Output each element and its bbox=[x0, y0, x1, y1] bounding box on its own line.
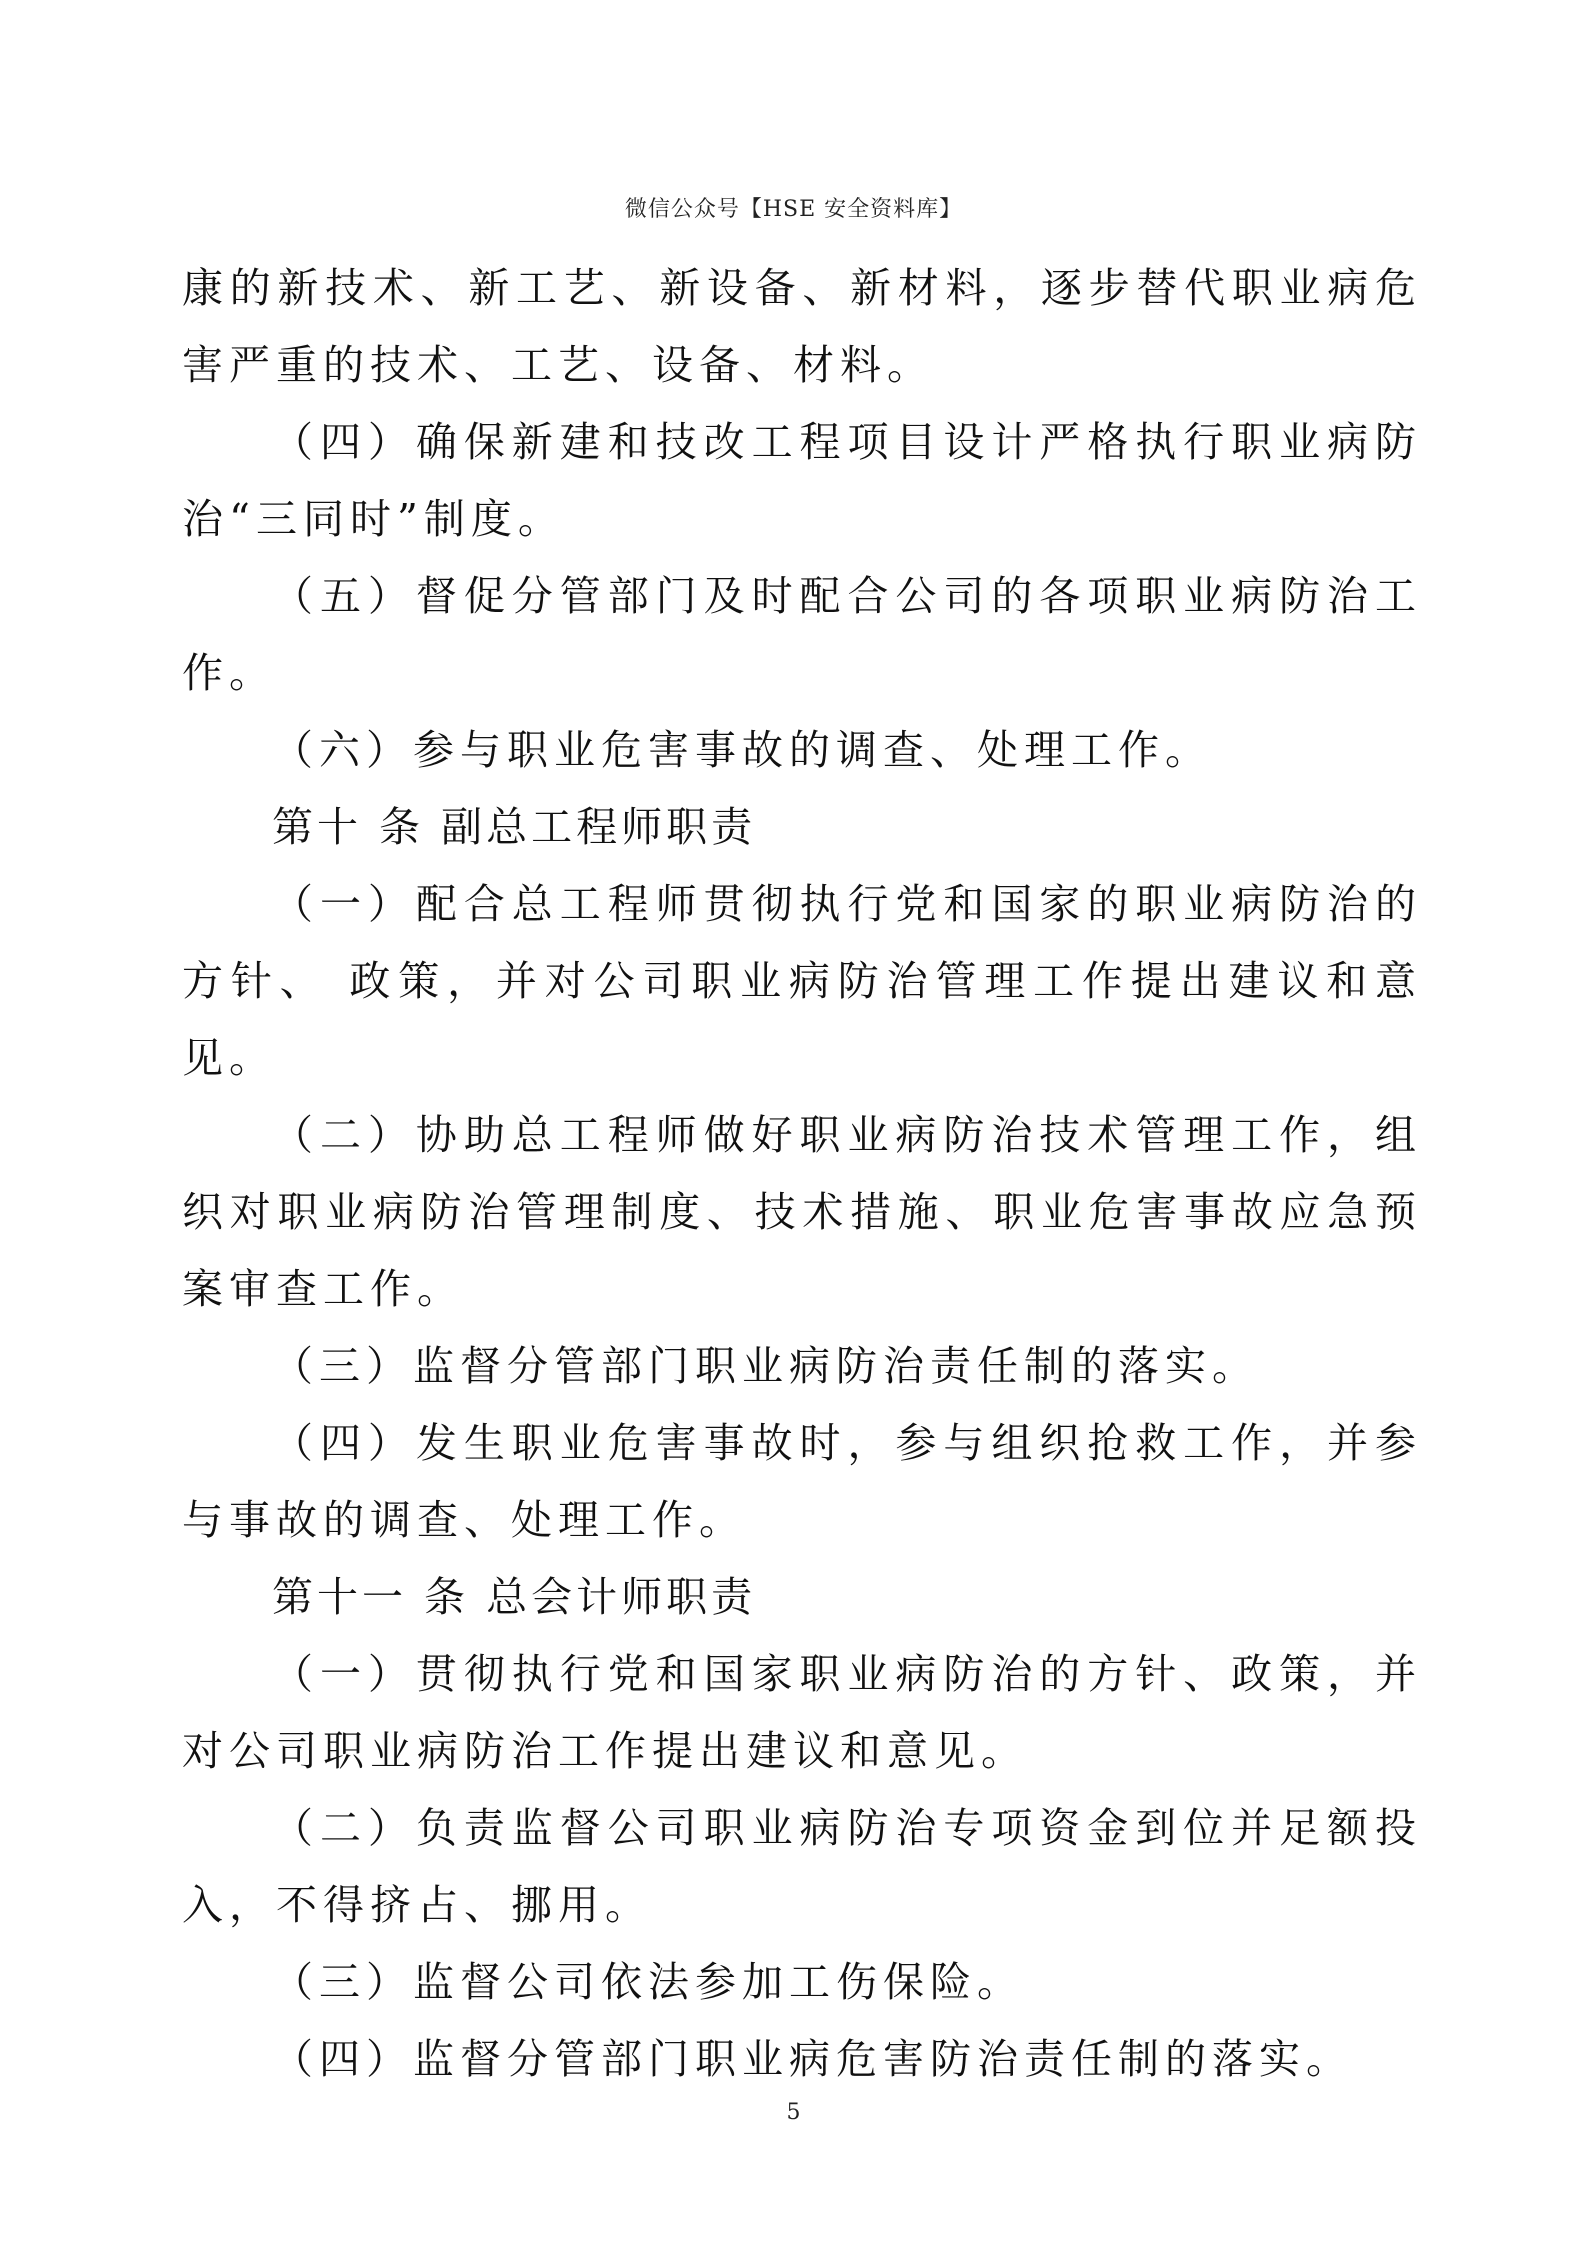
clause-item: （二）负责监督公司职业病防治专项资金到位并足额投入，不得挤占、挪用。 bbox=[182, 1804, 1422, 1929]
document-body bbox=[182, 250, 1422, 2098]
article-heading: 第十 条 副总工程师职责 bbox=[272, 803, 757, 851]
article-heading: 第十一 条 总会计师职责 bbox=[272, 1573, 757, 1621]
clause-item: （四）确保新建和技改工程项目设计严格执行职业病防治“三同时”制度。 bbox=[182, 418, 1422, 543]
clause-item: （六）参与职业危害事故的调查、处理工作。 bbox=[272, 726, 1212, 774]
clause-item: （五）督促分管部门及时配合公司的各项职业病防治工作。 bbox=[182, 572, 1422, 697]
clause-item: （四）发生职业危害事故时，参与组织抢救工作，并参与事故的调查、处理工作。 bbox=[182, 1419, 1422, 1544]
clause-item: （三）监督分管部门职业病防治责任制的落实。 bbox=[272, 1342, 1259, 1390]
paragraph-continuation: 康的新技术、新工艺、新设备、新材料，逐步替代职业病危害严重的技术、工艺、设备、材料。 bbox=[182, 264, 1422, 389]
clause-item: （二）协助总工程师做好职业病防治技术管理工作，组织对职业病防治管理制度、技术措施、职业危害事故应急预案审查工作。 bbox=[182, 1111, 1422, 1313]
clause-item: （三）监督公司依法参加工伤保险。 bbox=[272, 1958, 1024, 2006]
clause-item: （四）监督分管部门职业病危害防治责任制的落实。 bbox=[272, 2035, 1353, 2083]
clause-item: （一）配合总工程师贯彻执行党和国家的职业病防治的方针、 政策，并对公司职业病防治管理工作提出建议和意见。 bbox=[182, 880, 1422, 1082]
page-number: 5 bbox=[786, 2100, 801, 2125]
page-header: 微信公众号【HSE 安全资料库】 bbox=[624, 197, 963, 222]
clause-item: （一）贯彻执行党和国家职业病防治的方针、政策，并对公司职业病防治工作提出建议和意见。 bbox=[182, 1650, 1422, 1775]
